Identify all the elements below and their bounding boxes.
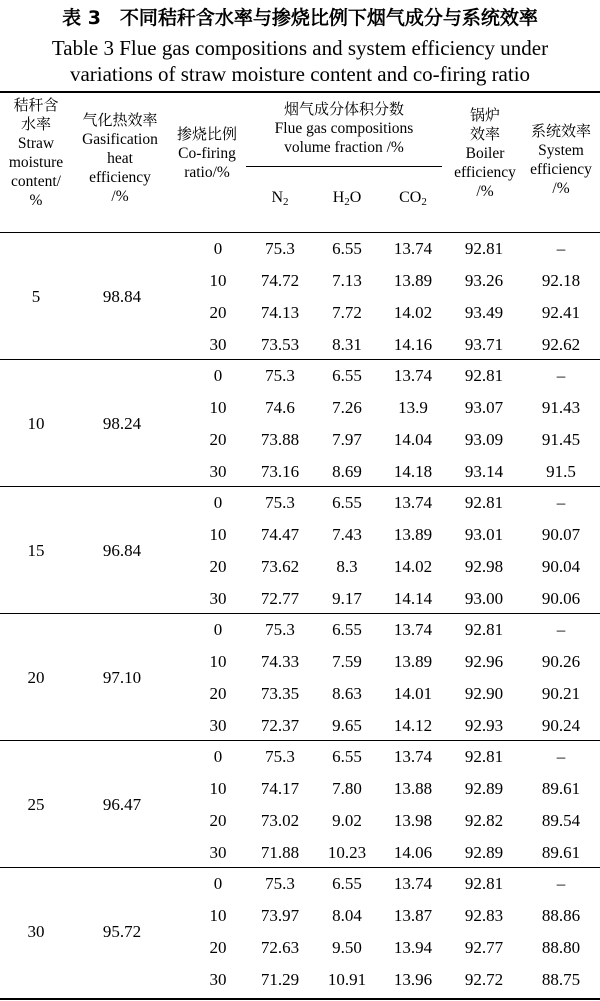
boiler-cell: 93.07 (464, 398, 504, 418)
n2-cell: 74.33 (260, 652, 300, 672)
co2-cell: 13.74 (393, 239, 433, 259)
co2-cell: 14.12 (393, 715, 433, 735)
ratio-cell: 20 (209, 429, 227, 449)
boiler-cell: 92.89 (464, 842, 504, 862)
ratio-cell: 20 (209, 556, 227, 576)
ratio-cell: 10 (209, 906, 227, 926)
header-cofiring-en1: Co-firing (178, 145, 236, 162)
co2-cell: 14.02 (393, 302, 433, 322)
ratio-cell: 10 (209, 652, 227, 672)
system-cell: 90.24 (541, 715, 581, 735)
ratio-cell: 0 (213, 620, 223, 640)
h2o-cell: 6.55 (332, 366, 362, 386)
flue-gas-subheader-rule (246, 166, 442, 167)
header-boiler-en2: efficiency (454, 164, 516, 181)
moisture-cell: 10 (27, 414, 45, 433)
co2-cell: 14.14 (393, 588, 433, 608)
gasification-efficiency-cell: 96.47 (102, 795, 142, 814)
n2-cell: 71.88 (260, 842, 300, 862)
h2o-cell: 7.97 (332, 429, 362, 449)
gasification-efficiency-cell: 96.84 (102, 541, 142, 560)
boiler-cell: 92.72 (464, 969, 504, 989)
header-cofiring-en2: ratio/% (184, 164, 230, 181)
gasification-efficiency-cell: 98.84 (102, 287, 142, 306)
header-h2o-base: H (332, 189, 345, 206)
gasification-efficiency-cell: 98.24 (102, 414, 142, 433)
system-cell: 91.45 (541, 429, 581, 449)
ratio-cell: 0 (213, 493, 223, 513)
header-h2o-tail: O (349, 189, 362, 206)
n2-cell: 72.77 (260, 588, 300, 608)
boiler-cell: 93.49 (464, 302, 504, 322)
ratio-cell: 10 (209, 525, 227, 545)
n2-cell: 75.3 (265, 239, 295, 259)
system-cell: 89.54 (541, 810, 581, 830)
ratio-cell: 30 (209, 334, 227, 354)
boiler-cell: 93.09 (464, 429, 504, 449)
header-co2-base: CO (399, 189, 422, 206)
header-moisture (0, 96, 72, 210)
header-n2 (246, 189, 314, 207)
n2-cell: 72.37 (260, 715, 300, 735)
n2-cell: 73.02 (260, 810, 300, 830)
boiler-cell: 92.89 (464, 779, 504, 799)
header-co2-sub: 2 (421, 196, 427, 208)
header-gasification-en2: heat (107, 150, 133, 167)
boiler-cell: 93.01 (464, 525, 504, 545)
system-cell: – (556, 874, 566, 894)
ratio-cell: 30 (209, 969, 227, 989)
h2o-cell: 8.31 (332, 334, 362, 354)
system-cell: 92.41 (541, 302, 581, 322)
n2-cell: 75.3 (265, 493, 295, 513)
co2-cell: 14.18 (393, 461, 433, 481)
ratio-cell: 20 (209, 683, 227, 703)
boiler-cell: 92.81 (464, 620, 504, 640)
h2o-cell: 8.04 (332, 906, 362, 926)
header-h2o-sub: 2 (344, 196, 350, 208)
header-system-en2: efficiency (530, 161, 592, 178)
header-system-en3: /% (552, 180, 570, 197)
boiler-cell: 92.93 (464, 715, 504, 735)
co2-cell: 13.98 (393, 810, 433, 830)
n2-cell: 75.3 (265, 620, 295, 640)
header-flue-gas-cn: 烟气成分体积分数 (283, 100, 404, 118)
h2o-cell: 7.59 (332, 652, 362, 672)
header-moisture-en2: moisture (8, 154, 64, 171)
co2-cell: 13.74 (393, 493, 433, 513)
n2-cell: 74.72 (260, 271, 300, 291)
system-cell: 91.5 (546, 461, 576, 481)
system-cell: – (556, 493, 566, 513)
co2-cell: 13.89 (393, 271, 433, 291)
header-gasification-en3: efficiency (89, 169, 151, 186)
h2o-cell: 6.55 (332, 620, 362, 640)
boiler-cell: 92.82 (464, 810, 504, 830)
system-cell: 89.61 (541, 779, 581, 799)
system-cell: 92.18 (541, 271, 581, 291)
co2-cell: 13.74 (393, 366, 433, 386)
co2-cell: 13.87 (393, 906, 433, 926)
system-cell: 88.80 (541, 937, 581, 957)
h2o-cell: 8.3 (336, 556, 358, 576)
co2-cell: 14.16 (393, 334, 433, 354)
co2-cell: 13.88 (393, 779, 433, 799)
boiler-cell: 92.81 (464, 239, 504, 259)
h2o-cell: 10.91 (327, 969, 367, 989)
boiler-cell: 93.00 (464, 588, 504, 608)
boiler-cell: 93.14 (464, 461, 504, 481)
ratio-cell: 30 (209, 588, 227, 608)
ratio-cell: 20 (209, 302, 227, 322)
ratio-cell: 20 (209, 937, 227, 957)
n2-cell: 73.35 (260, 683, 300, 703)
h2o-cell: 8.69 (332, 461, 362, 481)
boiler-cell: 92.81 (464, 874, 504, 894)
boiler-cell: 92.96 (464, 652, 504, 672)
moisture-cell: 20 (27, 668, 45, 687)
system-cell: 90.07 (541, 525, 581, 545)
h2o-cell: 9.65 (332, 715, 362, 735)
header-n2-sub: 2 (283, 196, 289, 208)
co2-cell: 14.06 (393, 842, 433, 862)
h2o-cell: 8.63 (332, 683, 362, 703)
ratio-cell: 10 (209, 271, 227, 291)
n2-cell: 71.29 (260, 969, 300, 989)
header-system (522, 122, 600, 198)
boiler-cell: 93.26 (464, 271, 504, 291)
boiler-cell: 93.71 (464, 334, 504, 354)
table-caption-chinese: 表 3 不同秸秆含水率与掺烧比例下烟气成分与系统效率 (62, 7, 538, 29)
header-moisture-en1: Straw (17, 135, 55, 152)
co2-cell: 13.94 (393, 937, 433, 957)
h2o-cell: 7.72 (332, 302, 362, 322)
ratio-cell: 20 (209, 810, 227, 830)
header-system-cn: 系统效率 (530, 122, 591, 140)
ratio-cell: 30 (209, 715, 227, 735)
gasification-efficiency-cell: 97.10 (102, 668, 142, 687)
system-cell: 90.06 (541, 588, 581, 608)
h2o-cell: 6.55 (332, 239, 362, 259)
header-gasification-en1: Gasification (82, 131, 158, 148)
system-cell: 90.26 (541, 652, 581, 672)
moisture-cell: 25 (27, 795, 45, 814)
n2-cell: 73.16 (260, 461, 300, 481)
ratio-cell: 30 (209, 842, 227, 862)
boiler-cell: 92.81 (464, 493, 504, 513)
co2-cell: 13.9 (398, 398, 428, 418)
system-cell: 90.04 (541, 556, 581, 576)
boiler-cell: 92.81 (464, 747, 504, 767)
table-caption-english-line2: variations of straw moisture content and co-firing ratio (69, 62, 531, 86)
h2o-cell: 10.23 (327, 842, 367, 862)
header-moisture-cn1: 秸秆含 (13, 96, 59, 114)
boiler-cell: 92.77 (464, 937, 504, 957)
header-n2-base: N (271, 189, 284, 206)
header-boiler-en1: Boiler (465, 145, 505, 162)
co2-cell: 13.89 (393, 525, 433, 545)
ratio-cell: 0 (213, 366, 223, 386)
h2o-cell: 7.80 (332, 779, 362, 799)
co2-cell: 13.74 (393, 620, 433, 640)
co2-cell: 13.96 (393, 969, 433, 989)
n2-cell: 74.17 (260, 779, 300, 799)
h2o-cell: 7.26 (332, 398, 362, 418)
header-cofiring (168, 125, 246, 182)
header-boiler-cn2: 效率 (469, 125, 500, 143)
h2o-cell: 6.55 (332, 747, 362, 767)
header-flue-gas (246, 100, 442, 157)
system-cell: 88.86 (541, 906, 581, 926)
n2-cell: 73.88 (260, 429, 300, 449)
system-cell: – (556, 239, 566, 259)
header-flue-gas-en1: Flue gas compositions (274, 120, 414, 137)
co2-cell: 14.01 (393, 683, 433, 703)
header-h2o (314, 189, 380, 207)
header-boiler-cn1: 锅炉 (469, 106, 500, 124)
table-caption-english-line1: Table 3 Flue gas compositions and system efficiency under (51, 36, 549, 60)
h2o-cell: 9.50 (332, 937, 362, 957)
system-cell: – (556, 366, 566, 386)
system-cell: 91.43 (541, 398, 581, 418)
boiler-cell: 92.81 (464, 366, 504, 386)
moisture-cell: 15 (27, 541, 45, 560)
ratio-cell: 0 (213, 874, 223, 894)
co2-cell: 13.89 (393, 652, 433, 672)
h2o-cell: 9.02 (332, 810, 362, 830)
ratio-cell: 10 (209, 779, 227, 799)
header-flue-gas-en2: volume fraction /% (284, 139, 404, 156)
system-cell: 92.62 (541, 334, 581, 354)
header-moisture-en3: content/ (11, 173, 61, 190)
n2-cell: 75.3 (265, 747, 295, 767)
header-system-en1: System (538, 142, 584, 159)
n2-cell: 74.6 (265, 398, 295, 418)
system-cell: – (556, 747, 566, 767)
header-gasification-en4: /% (111, 188, 129, 205)
header-cofiring-cn: 掺烧比例 (176, 125, 237, 143)
ratio-cell: 30 (209, 461, 227, 481)
n2-cell: 75.3 (265, 874, 295, 894)
h2o-cell: 6.55 (332, 493, 362, 513)
moisture-cell: 5 (31, 287, 41, 306)
co2-cell: 13.74 (393, 874, 433, 894)
system-cell: 88.75 (541, 969, 581, 989)
co2-cell: 14.02 (393, 556, 433, 576)
co2-cell: 13.74 (393, 747, 433, 767)
header-gasification-cn: 气化热效率 (82, 111, 158, 129)
h2o-cell: 7.13 (332, 271, 362, 291)
boiler-cell: 92.83 (464, 906, 504, 926)
n2-cell: 74.13 (260, 302, 300, 322)
header-gasification (70, 111, 170, 206)
n2-cell: 73.53 (260, 334, 300, 354)
table-top-rule (0, 91, 600, 93)
header-co2 (380, 189, 446, 207)
boiler-cell: 92.90 (464, 683, 504, 703)
ratio-cell: 0 (213, 747, 223, 767)
system-cell: 90.21 (541, 683, 581, 703)
ratio-cell: 0 (213, 239, 223, 259)
table-bottom-rule (0, 998, 600, 1000)
n2-cell: 75.3 (265, 366, 295, 386)
n2-cell: 73.62 (260, 556, 300, 576)
h2o-cell: 7.43 (332, 525, 362, 545)
n2-cell: 72.63 (260, 937, 300, 957)
gasification-efficiency-cell: 95.72 (102, 922, 142, 941)
system-cell: – (556, 620, 566, 640)
header-moisture-en4: % (29, 192, 43, 209)
header-boiler (444, 106, 526, 201)
header-moisture-cn2: 水率 (20, 115, 51, 133)
boiler-cell: 92.98 (464, 556, 504, 576)
n2-cell: 73.97 (260, 906, 300, 926)
co2-cell: 14.04 (393, 429, 433, 449)
ratio-cell: 10 (209, 398, 227, 418)
moisture-cell: 30 (27, 922, 45, 941)
header-boiler-en3: /% (476, 183, 494, 200)
h2o-cell: 6.55 (332, 874, 362, 894)
h2o-cell: 9.17 (332, 588, 362, 608)
system-cell: 89.61 (541, 842, 581, 862)
n2-cell: 74.47 (260, 525, 300, 545)
